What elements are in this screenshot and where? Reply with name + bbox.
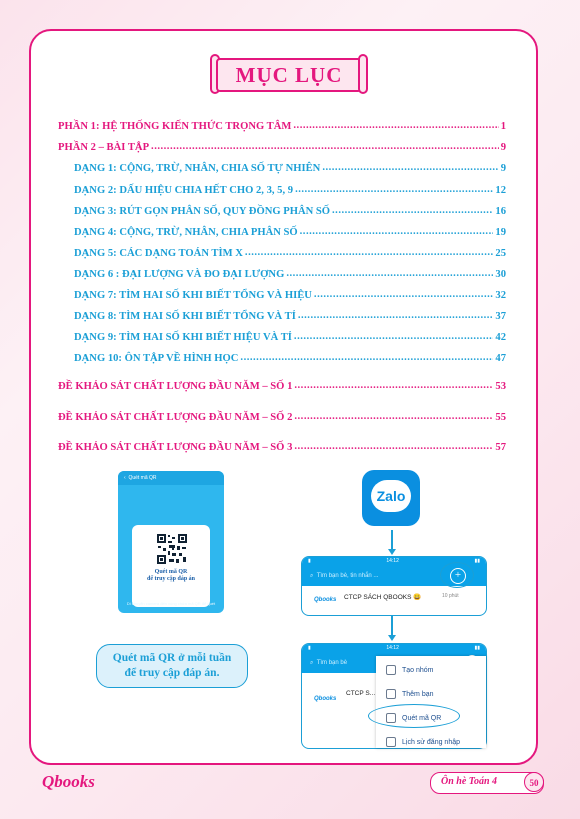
page-number: 50 xyxy=(524,772,544,792)
zalo-dropdown-menu xyxy=(376,656,486,748)
toc-leader xyxy=(240,352,493,364)
toc-page: 37 xyxy=(495,311,506,322)
toc-page: 42 xyxy=(495,332,506,343)
toc-page: 12 xyxy=(495,185,506,196)
toc-leader xyxy=(298,310,494,322)
toc-leader xyxy=(294,441,493,453)
menu-item-create-group xyxy=(376,660,486,680)
toc-leader xyxy=(286,268,493,280)
toc-row xyxy=(74,162,506,174)
status-time-2: 14:12 xyxy=(386,645,399,651)
highlight-ring-scan-qr xyxy=(368,704,460,728)
qr-caption xyxy=(96,644,248,688)
zalo-search-text: Tìm bạn bè, tin nhắn ... xyxy=(316,573,379,579)
toc-row xyxy=(58,120,506,132)
qbooks-avatar-2: Qbooks xyxy=(314,696,337,702)
toc-row xyxy=(58,380,506,392)
toc-label: DẠNG 3: RÚT GỌN PHÂN SỐ, QUY ĐỒNG PHÂN SỐ xyxy=(74,206,331,217)
toc-row xyxy=(74,184,506,196)
contact-name-text: CTCP SÁCH QBOOKS xyxy=(344,594,412,601)
toc-row xyxy=(74,268,506,280)
toc-page: 16 xyxy=(495,206,506,217)
toc-leader xyxy=(294,380,493,392)
toc-label: DẠNG 2: DẤU HIỆU CHIA HẾT CHO 2, 3, 5, 9 xyxy=(74,185,294,196)
menu-item-add-friend xyxy=(376,684,486,704)
contact-name-2: CTCP S... xyxy=(346,690,376,697)
toc-page: 25 xyxy=(495,248,506,259)
history-icon xyxy=(386,737,396,747)
qr-card-line2: để truy cập đáp án xyxy=(146,576,195,582)
status-time: 14:12 xyxy=(386,558,399,564)
toc-page: 53 xyxy=(495,381,506,392)
toc-label: ĐỀ KHẢO SÁT CHẤT LƯỢNG ĐẦU NĂM – SỐ 3 xyxy=(58,442,293,453)
toc-row xyxy=(58,411,506,423)
contact-name xyxy=(344,593,421,601)
toc-label: DẠNG 10: ÔN TẬP VỀ HÌNH HỌC xyxy=(74,353,239,364)
toc-page: 9 xyxy=(500,142,506,153)
qr-phone-header: ‹ Quét mã QR xyxy=(118,471,224,485)
footer-badge xyxy=(430,772,544,794)
toc-page: 30 xyxy=(495,269,506,280)
add-friend-icon xyxy=(386,689,396,699)
toc-row xyxy=(74,289,506,301)
qr-phone-screenshot xyxy=(118,471,224,613)
toc-row xyxy=(74,352,506,364)
toc-label: PHẦN 1: HỆ THỐNG KIẾN THỨC TRỌNG TÂM xyxy=(58,121,292,132)
contact-time: 10 phút xyxy=(442,593,459,599)
arrow-line-2 xyxy=(391,616,393,636)
toc-page: 9 xyxy=(500,163,506,174)
toc-leader xyxy=(314,289,493,301)
qbooks-avatar: Qbooks xyxy=(314,597,337,603)
toc-title: MỤC LỤC xyxy=(235,62,343,87)
zalo-bubble xyxy=(371,480,411,512)
qr-caption-line1: Quét mã QR ở mỗi tuần xyxy=(112,652,232,664)
qr-phone-header-text: Quét mã QR xyxy=(128,475,157,481)
toc-title-banner xyxy=(216,58,362,96)
scroll-right-decoration xyxy=(358,54,368,94)
qr-card-line1: Quét mã QR xyxy=(154,569,188,575)
toc-page: 19 xyxy=(495,227,506,238)
qbooks-logo-text: Qbooks xyxy=(42,772,95,791)
add-plus-icon: + xyxy=(450,568,466,584)
toc-leader xyxy=(151,141,499,153)
status-bar: ▮ 14:12 ▮▮ xyxy=(302,557,486,566)
menu-item-label: Tạo nhóm xyxy=(402,666,434,674)
menu-item-label: Quét mã QR xyxy=(402,714,442,722)
arrow-line-1 xyxy=(391,530,393,550)
zalo-search-bar: ⌕ Tìm bạn bè, tin nhắn ... xyxy=(302,566,486,586)
highlight-ring-plus xyxy=(440,562,474,588)
toc-row xyxy=(58,441,506,453)
toc-label: PHẦN 2 – BÀI TẬP xyxy=(58,142,150,153)
arrow-head-1 xyxy=(388,549,396,555)
toc-page: 55 xyxy=(495,412,506,423)
toc-title-box xyxy=(216,58,362,92)
group-icon xyxy=(386,665,396,675)
status-bar-2: ▮ 14:12 ▮▮ xyxy=(302,644,486,653)
toc-row xyxy=(74,310,506,322)
toc-label: DẠNG 7: TÌM HAI SỐ KHI BIẾT TỔNG VÀ HIỆU xyxy=(74,290,312,301)
qr-card-text xyxy=(132,569,210,583)
toc-row xyxy=(74,331,506,343)
toc-page: 47 xyxy=(495,353,506,364)
toc-page: 32 xyxy=(495,290,506,301)
toc-leader xyxy=(332,205,493,217)
zalo-search-bar-2: ⌕ Tìm bạn bè xyxy=(302,653,486,673)
zalo-logo xyxy=(362,470,420,526)
toc-leader xyxy=(294,331,493,343)
toc-leader xyxy=(295,184,493,196)
zalo-label: Zalo xyxy=(376,488,406,504)
toc-leader xyxy=(294,411,493,423)
toc-page: 1 xyxy=(500,121,506,132)
toc-label: ĐỀ KHẢO SÁT CHẤT LƯỢNG ĐẦU NĂM – SỐ 1 xyxy=(58,381,293,392)
toc-label: DẠNG 6 : ĐẠI LƯỢNG VÀ ĐO ĐẠI LƯỢNG xyxy=(74,269,285,280)
menu-item-label: Thêm bạn xyxy=(402,690,434,698)
toc-label: DẠNG 1: CỘNG, TRỪ, NHÂN, CHIA SỐ TỰ NHIÊN xyxy=(74,163,321,174)
toc-label: DẠNG 8: TÌM HAI SỐ KHI BIẾT TỔNG VÀ TỈ xyxy=(74,311,296,322)
qbooks-logo xyxy=(42,772,95,792)
toc-row xyxy=(74,205,506,217)
contact-badge: 😀 xyxy=(413,594,422,601)
toc-leader xyxy=(293,120,498,132)
toc-label: DẠNG 4: CỘNG, TRỪ, NHÂN, CHIA PHÂN SỐ xyxy=(74,227,298,238)
qr-card xyxy=(132,525,210,607)
menu-item-login-history xyxy=(376,732,486,752)
menu-item-label: Lịch sử đăng nhập xyxy=(402,738,461,746)
arrow-head-2 xyxy=(388,635,396,641)
toc-leader xyxy=(300,226,494,238)
qr-caption-line2: để truy cập đáp án. xyxy=(124,667,220,679)
footer-title: Ôn hè Toán 4 xyxy=(441,776,498,787)
toc-label: ĐỀ KHẢO SÁT CHẤT LƯỢNG ĐẦU NĂM – SỐ 2 xyxy=(58,412,293,423)
toc-row xyxy=(74,247,506,259)
toc-page: 57 xyxy=(495,442,506,453)
toc-row xyxy=(74,226,506,238)
qr-code-icon xyxy=(156,533,188,565)
toc-leader xyxy=(322,162,498,174)
toc-row xyxy=(58,141,506,153)
toc-label: DẠNG 5: CÁC DẠNG TOÁN TÌM X xyxy=(74,248,243,259)
zalo-search-text-2: Tìm bạn bè xyxy=(316,660,348,666)
toc-label: DẠNG 9: TÌM HAI SỐ KHI BIẾT HIỆU VÀ TỈ xyxy=(74,332,292,343)
toc-leader xyxy=(245,247,493,259)
qr-phone-footer: Di chuyển camera đến vùng chứa mã QR để quét xyxy=(126,601,216,606)
